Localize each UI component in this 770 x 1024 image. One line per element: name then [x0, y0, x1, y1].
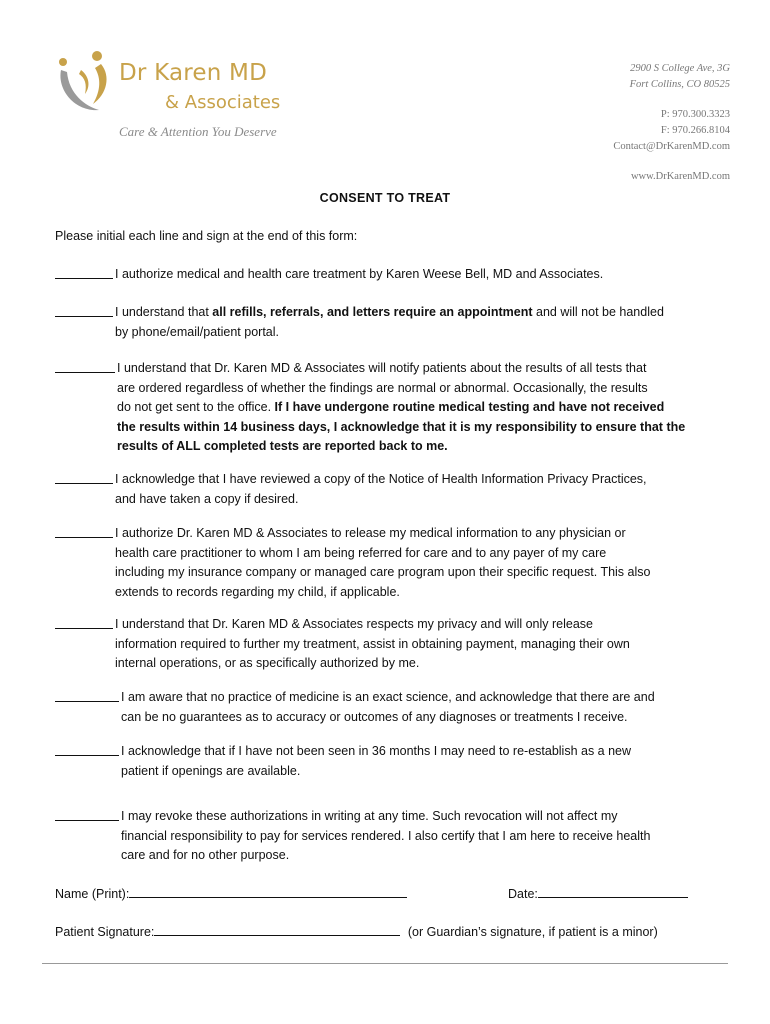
signature-field[interactable] [154, 922, 400, 936]
consent-text: I understand that Dr. Karen MD & Associates will notify patients about the results of all tests that [117, 361, 647, 375]
contact-email: Contact@DrKarenMD.com [613, 141, 730, 152]
consent-item [55, 470, 725, 506]
phone-number: P: 970.300.3323 [660, 109, 730, 120]
consent-text: information required to further my treatment, assist in obtaining payment, managing their own [115, 636, 630, 651]
fax-number: F: 970.266.8104 [660, 125, 730, 136]
date-field[interactable] [538, 884, 688, 898]
date-group [508, 884, 688, 901]
consent-text: internal operations, or as specifically authorized by me. [115, 656, 420, 670]
initials-field[interactable] [55, 470, 113, 484]
consent-bold-text: all refills, referrals, and letters require an appointment [212, 305, 533, 319]
consent-text: extends to records regarding my child, if applicable. [115, 584, 400, 599]
consent-bold-text: the results within 14 business days, I acknowledge that it is my responsibility to ensure that the [117, 419, 686, 434]
guardian-note: (or Guardian’s signature, if patient is a minor) [407, 925, 658, 939]
consent-item-text [121, 807, 650, 866]
consent-item [55, 265, 725, 286]
consent-item-text [117, 359, 685, 457]
brand-subtitle: & Associates [165, 92, 281, 113]
consent-text: I understand that Dr. Karen MD & Associates respects my privacy and will only release [115, 617, 593, 631]
consent-item [55, 524, 725, 599]
practice-contact-block [613, 61, 730, 185]
initials-field[interactable] [55, 688, 119, 702]
page-bottom-divider [42, 963, 728, 964]
initials-field[interactable] [55, 359, 115, 373]
initials-field[interactable] [55, 807, 119, 821]
document-intro: Please initial each line and sign at the end of this form: [55, 229, 358, 243]
consent-text: can be no guarantees as to accuracy or outcomes of any diagnoses or treatments I receive. [121, 709, 628, 724]
consent-text: and will not be handled [532, 305, 664, 319]
initials-field[interactable] [55, 265, 113, 279]
consent-text: patient if openings are available. [121, 763, 301, 778]
logo-figure-icon [55, 50, 117, 130]
consent-text: I may revoke these authorizations in writing at any time. Such revocation will not affect my [121, 809, 618, 823]
consent-text: I understand that [115, 305, 213, 319]
date-label: Date: [508, 887, 538, 901]
consent-text: are ordered regardless of whether the findings are normal or abnormal. Occasionally, the results [117, 380, 648, 395]
consent-item [55, 742, 725, 778]
initials-field[interactable] [55, 742, 119, 756]
initials-field[interactable] [55, 303, 113, 317]
consent-bold-text: results of ALL completed tests are reported back to me. [117, 439, 448, 453]
document-title: CONSENT TO TREAT [319, 191, 451, 205]
initials-field[interactable] [55, 524, 113, 538]
consent-item [55, 359, 725, 453]
consent-item-text [115, 615, 630, 674]
consent-text: financial responsibility to pay for services rendered. I also certify that I am here to receive health [121, 828, 651, 843]
consent-text: by phone/email/patient portal. [115, 324, 279, 339]
consent-item [55, 303, 725, 339]
initials-field[interactable] [55, 615, 113, 629]
consent-text: health care practitioner to whom I am being referred for care and to any payer of my care [115, 545, 607, 560]
signature-row [55, 922, 725, 939]
consent-bold-text: If I have undergone routine medical testing and have not received [274, 400, 665, 414]
name-field[interactable] [129, 884, 407, 898]
signature-label: Patient Signature: [55, 925, 155, 939]
consent-item-text [115, 265, 603, 285]
consent-text: care and for no other purpose. [121, 848, 290, 862]
consent-text: I authorize Dr. Karen MD & Associates to release my medical information to any physician or [115, 526, 626, 540]
consent-item [55, 688, 725, 724]
consent-text: I acknowledge that if I have not been seen in 36 months I may need to re-establish as a new [121, 744, 632, 758]
name-date-row [55, 884, 725, 901]
consent-text: including my insurance company or managed care program upon their specific request. This also [115, 565, 651, 579]
name-label: Name (Print): [55, 887, 130, 901]
consent-item-text [121, 688, 655, 727]
consent-item-text [121, 742, 631, 781]
consent-item-text [115, 524, 650, 602]
address-line-2: Fort Collins, CO 80525 [629, 79, 730, 90]
address-line-1: 2900 S College Ave, 3G [630, 63, 730, 74]
consent-text: I acknowledge that I have reviewed a copy of the Notice of Health Information Privacy Practices, [115, 472, 647, 486]
consent-text: and have taken a copy if desired. [115, 491, 299, 506]
brand-name: Dr Karen MD [119, 60, 267, 86]
practice-logo [55, 46, 295, 146]
consent-text: I authorize medical and health care treatment by Karen Weese Bell, MD and Associates. [115, 267, 604, 281]
consent-text: I am aware that no practice of medicine is an exact science, and acknowledge that there are and [121, 690, 655, 704]
brand-tagline: Care & Attention You Deserve [119, 124, 277, 139]
consent-item [55, 807, 725, 862]
consent-item-text [115, 303, 664, 342]
website-url: www.DrKarenMD.com [630, 171, 730, 182]
consent-text: do not get sent to the office. [117, 400, 275, 414]
consent-item-text [115, 470, 647, 509]
consent-item [55, 615, 725, 670]
